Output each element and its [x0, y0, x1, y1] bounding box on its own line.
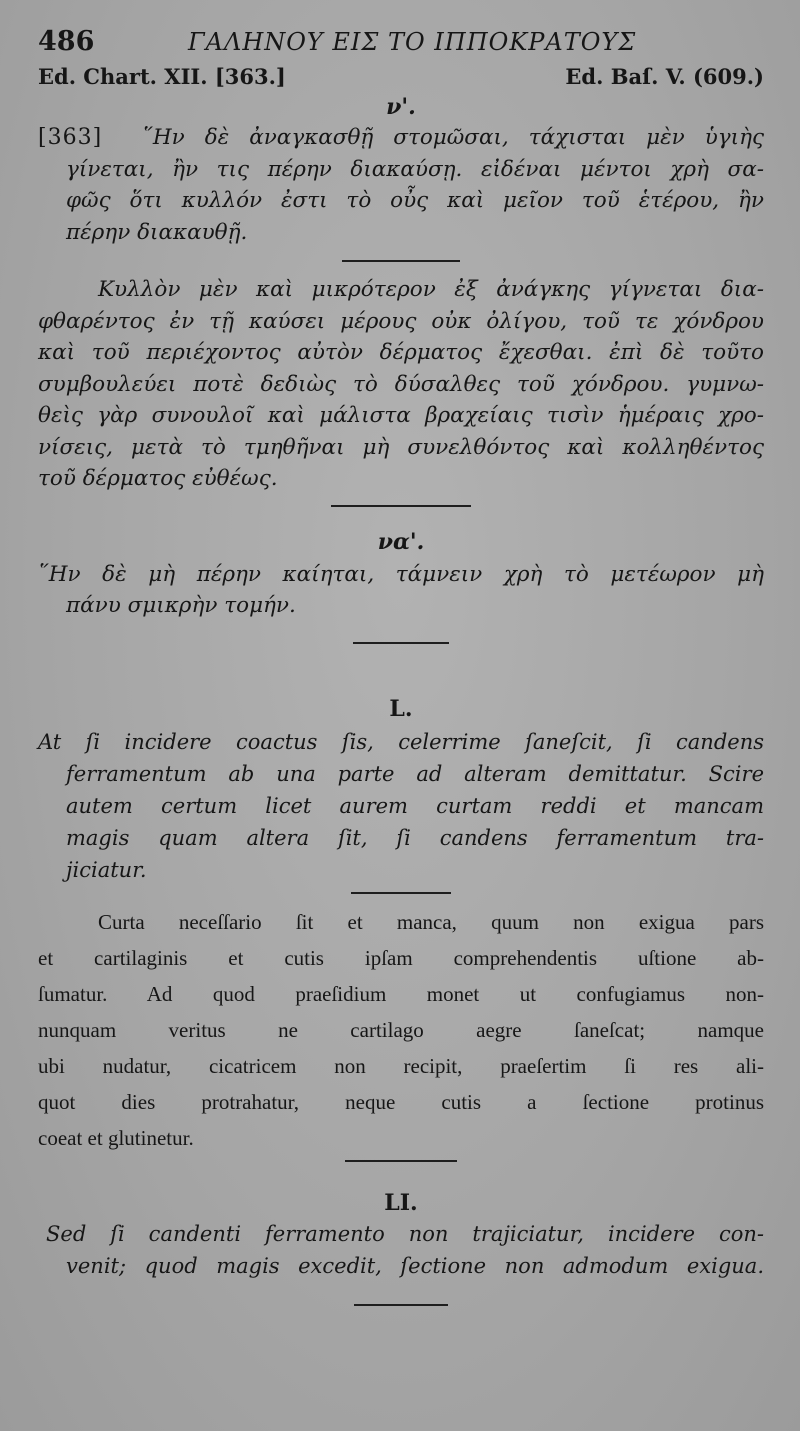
greek-commentary: [38, 274, 764, 495]
edition-right: Ed. Baſ. V. (609.): [565, 64, 764, 89]
text-line: venit; quod magis excedit, ſectione non admodum exigua.: [66, 1253, 764, 1278]
text-line-content: ῞Ην δὲ ἀναγκασθῇ στομῶσαι, τάχισται μὲν ὑγιὴς: [142, 125, 764, 150]
latin-commentary: [38, 904, 764, 1156]
text-line: et cartilaginis et cutis ipſam comprehendentis uſtione ab-: [38, 945, 764, 970]
separator-rule: [351, 892, 451, 894]
running-title: ΓΑΛΗΝΟΥ ΕΙΣ ΤΟ ΙΠΠΟΚΡΑΤΟΥΣ: [188, 28, 637, 56]
separator-rule: [345, 1160, 457, 1162]
text-line: coeat et glutinetur.: [38, 1125, 194, 1150]
text-line: πέρην διακαυθῇ.: [66, 219, 248, 245]
text-line: [38, 122, 764, 154]
text-line: τοῦ δέρματος εὐθέως.: [38, 466, 278, 491]
separator-rule: [353, 642, 449, 644]
text-line: θεὶς γὰρ συνουλοῖ καὶ μάλιστα βραχείαις τισὶν ἡμέραις χρο-: [38, 403, 764, 428]
text-line: συμβουλεύει ποτὲ δεδιὼς τὸ δύσαλθες τοῦ χόνδρου. γυμνω-: [38, 371, 764, 397]
text-line: Κυλλὸν μὲν καὶ μικρότερον ἐξ ἀνάγκης γίγνεται δια-: [98, 277, 764, 302]
page-number: 486: [38, 26, 95, 57]
separator-rule: [331, 505, 471, 507]
text-line: ῞Ην δὲ μὴ πέρην καίηται, τάμνειν χρὴ τὸ μετέωρον μὴ: [38, 561, 764, 587]
text-line: quot dies protrahatur, neque cutis a ſectione protinus: [38, 1089, 764, 1114]
text-line: autem certum licet aurem curtam reddi et mancam: [66, 793, 764, 818]
text-line: Curta neceſſario ſit et manca, quum non exigua pars: [98, 909, 764, 934]
text-line: καὶ τοῦ περιέχοντος αὐτὸν δέρματος ἔχεσθαι. ἐπὶ δὲ τοῦτο: [38, 340, 764, 365]
page-marker: [363]: [38, 125, 103, 150]
text-line: nunquam veritus ne cartilago aegre ſaneſcat; namque: [38, 1017, 764, 1042]
text-line: ſumatur. Ad quod praeſidium monet ut confugiamus non-: [38, 981, 764, 1006]
text-line: Sed ſi candenti ferramento non trajiciatur, incidere con-: [46, 1221, 764, 1246]
section-number-LI: LI.: [384, 1189, 418, 1216]
text-line: πάνυ σμικρὴν τομήν.: [66, 593, 296, 618]
text-line: ubi nudatur, cicatricem non recipit, praeſertim ſi res ali-: [38, 1053, 764, 1078]
section-number-v: ν'.: [386, 94, 416, 120]
text-line: νίσεις, μετὰ τὸ τμηθῆναι μὴ συνελθόντος καὶ κολληθέντος: [38, 434, 764, 460]
section-number-va: να'.: [377, 528, 425, 555]
text-line: magis quam altera ſit, ſi candens ferramentum tra-: [66, 825, 764, 850]
aphorism-va-text: [38, 559, 764, 622]
separator-rule: [354, 1304, 448, 1306]
section-number-L: L.: [389, 695, 413, 722]
text-line: ferramentum ab una parte ad alteram demittatur. Scire: [66, 761, 764, 786]
text-line: φῶς ὅτι κυλλόν ἐστι τὸ οὖς καὶ μεῖον τοῦ ἑτέρου, ἢν: [66, 188, 764, 213]
edition-references: [38, 64, 764, 94]
separator-rule: [342, 260, 460, 262]
text-line: jiciatur.: [66, 857, 147, 882]
running-head: [38, 26, 764, 66]
text-line: At ſi incidere coactus ſis, celerrime ſaneſcit, ſi candens: [38, 729, 764, 754]
latin-translation-LI: [38, 1218, 764, 1282]
text-line: γίνεται, ἢν τις πέρην διακαύσῃ. εἰδέναι μέντοι χρὴ σα-: [66, 156, 764, 182]
aphorism-v-text: [38, 122, 764, 248]
edition-left: Ed. Chart. XII. [363.]: [38, 64, 286, 89]
latin-translation-L: [38, 726, 764, 886]
text-line: φθαρέντος ἐν τῇ καύσει μέρους οὐκ ὀλίγου, τοῦ τε χόνδρου: [38, 308, 764, 334]
